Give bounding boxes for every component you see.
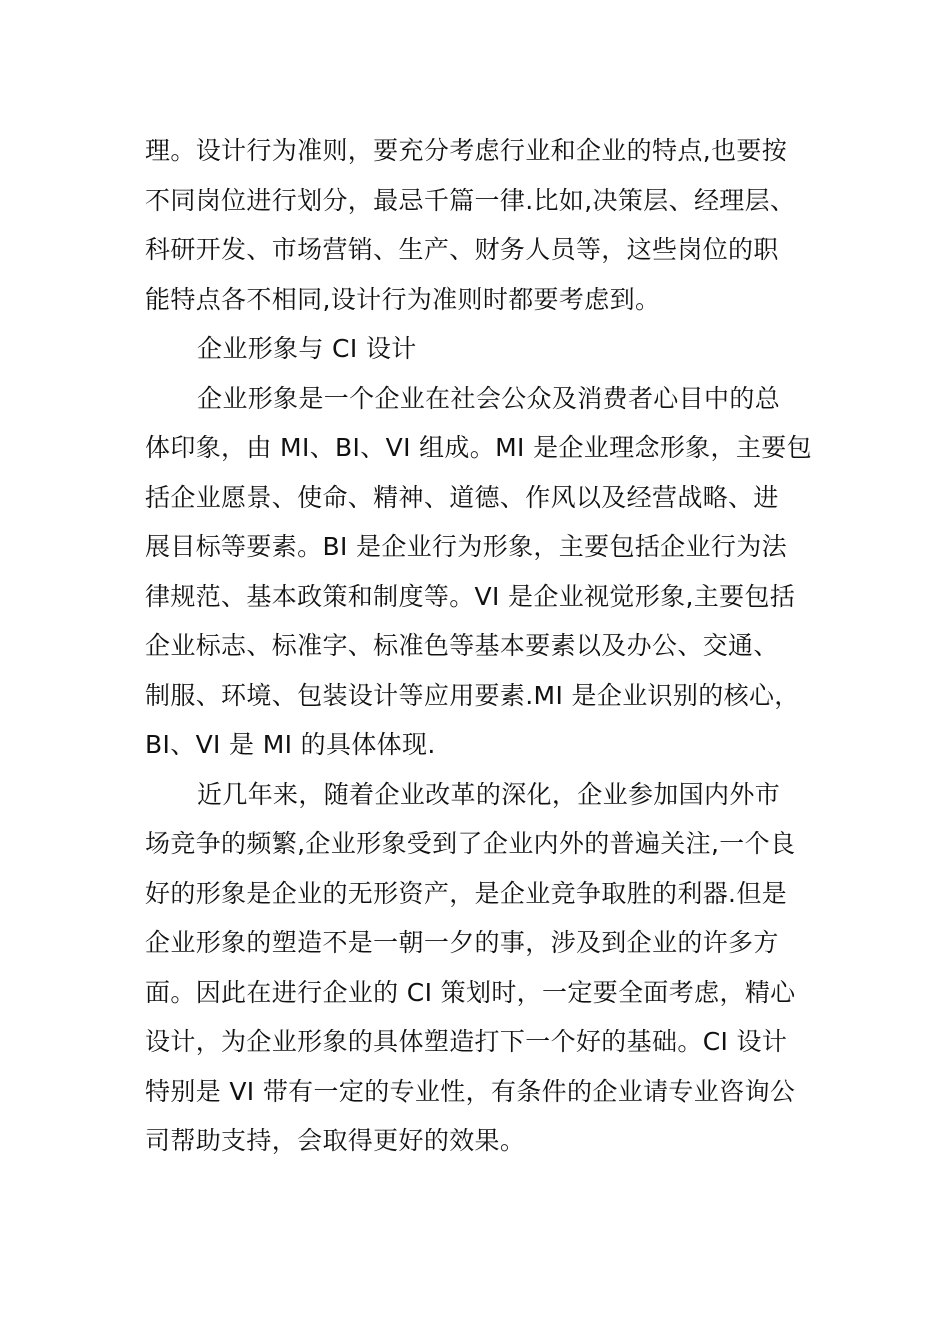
text-line: 企业形象是一个企业在社会公众及消费者心目中的总 bbox=[197, 383, 781, 413]
text-line: 特别是 VI 带有一定的专业性，有条件的企业请专业咨询公 bbox=[145, 1076, 796, 1106]
paragraph-recent-years bbox=[145, 770, 825, 1166]
text-line: 近几年来，随着企业改革的深化，企业参加国内外市 bbox=[197, 779, 781, 809]
text-line: 司帮助支持，会取得更好的效果。 bbox=[145, 1126, 526, 1155]
text-line: 不同岗位进行划分，最忌千篇一律.比如,决策层、经理层、 bbox=[145, 185, 796, 215]
text-line: 能特点各不相同,设计行为准则时都要考虑到。 bbox=[145, 284, 661, 314]
text-line: 制服、环境、包装设计等应用要素.MI 是企业识别的核心， bbox=[145, 680, 800, 710]
paragraph-code-of-conduct bbox=[145, 126, 825, 324]
document-body bbox=[145, 126, 825, 1166]
text-line: BI、VI 是 MI 的具体体现. bbox=[145, 730, 436, 759]
text-line: 展目标等要素。BI 是企业行为形象，主要包括企业行为法 bbox=[145, 532, 787, 561]
section-heading-text: 企业形象与 CI 设计 bbox=[197, 334, 417, 363]
section-heading bbox=[145, 324, 825, 374]
text-line: 企业标志、标准字、标准色等基本要素以及办公、交通、 bbox=[145, 631, 779, 660]
text-line: 企业形象的塑造不是一朝一夕的事，涉及到企业的许多方 bbox=[145, 928, 779, 957]
text-line: 场竞争的频繁,企业形象受到了企业内外的普遍关注,一个良 bbox=[145, 829, 796, 858]
paragraph-corporate-image bbox=[145, 374, 825, 770]
text-line: 律规范、基本政策和制度等。VI 是企业视觉形象,主要包括 bbox=[145, 581, 796, 611]
text-line: 设计，为企业形象的具体塑造打下一个好的基础。CI 设计 bbox=[145, 1027, 788, 1056]
text-line: 理。设计行为准则，要充分考虑行业和企业的特点,也要按 bbox=[145, 136, 788, 165]
text-line: 体印象，由 MI、BI、VI 组成。MI 是企业理念形象，主要包 bbox=[145, 433, 812, 462]
text-line: 括企业愿景、使命、精神、道德、作风以及经营战略、进 bbox=[145, 482, 779, 512]
text-line: 面。因此在进行企业的 CI 策划时，一定要全面考虑，精心 bbox=[145, 977, 796, 1007]
text-line: 好的形象是企业的无形资产，是企业竞争取胜的利器.但是 bbox=[145, 878, 788, 908]
text-line: 科研开发、市场营销、生产、财务人员等，这些岗位的职 bbox=[145, 235, 779, 264]
